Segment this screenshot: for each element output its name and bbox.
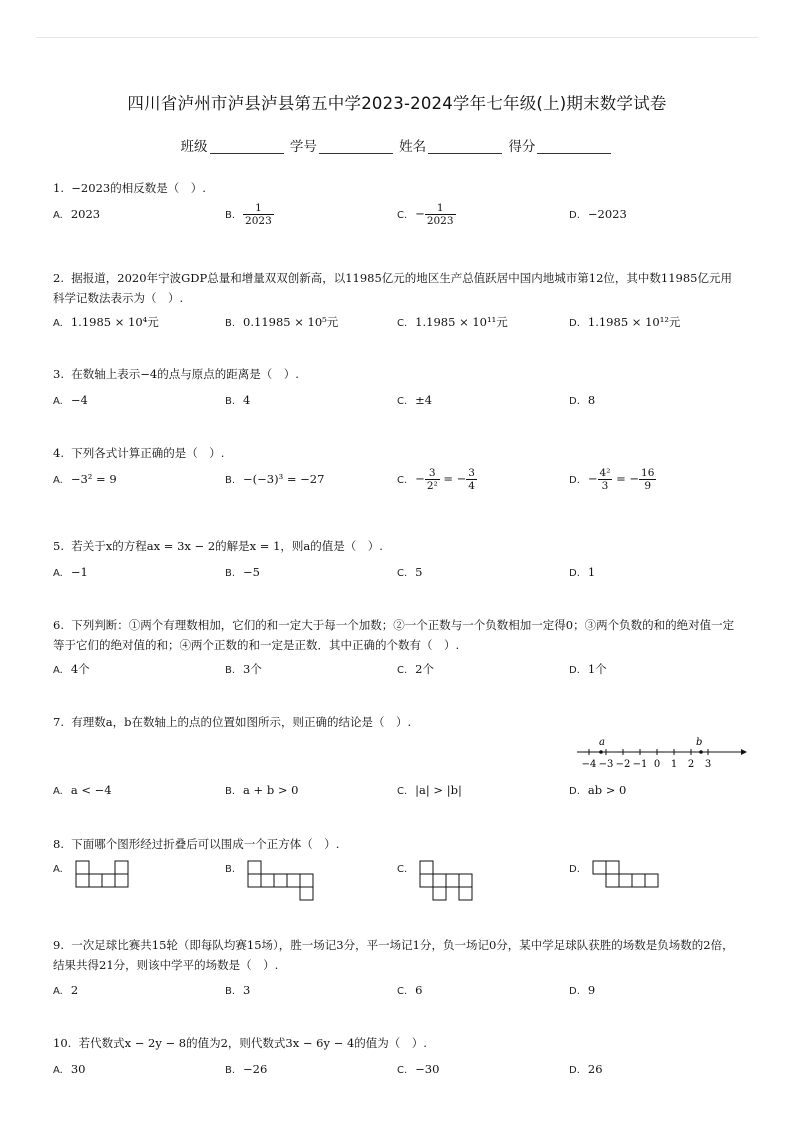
axis-arrow-icon [741,749,747,755]
option-b[interactable] [225,312,338,334]
question-5 [53,536,743,579]
option-label: B. [225,665,236,676]
axis-tick-label: −3 [598,759,614,770]
option-c[interactable] [397,980,423,1002]
option-label: C. [397,986,408,997]
option-label: D. [569,210,580,221]
option-a[interactable] [53,980,78,1002]
question-text: 一次足球比赛共15轮（即每队均赛15场），胜一场记3分，平一场记1分，负一场记0分，某中学足球队获胜的场数是负场数的2倍，结果共得21分，则该中学平的场数是（ ）. [53,938,734,972]
option-value: −5 [243,565,260,579]
question-number: 10. [53,1036,72,1050]
option-value: 4个 [70,662,90,676]
option-a[interactable] [53,312,159,334]
score-label: 得分 [508,139,536,155]
question-9-stem [53,935,743,975]
question-number: 6. [53,618,64,632]
class-label: 班级 [180,139,208,155]
cube-net-a [75,860,135,890]
question-5-stem [53,536,743,556]
axis-tick-label: 2 [687,759,695,770]
question-9 [53,935,743,997]
option-value: 3 [243,983,251,997]
fraction [425,202,456,227]
option-b[interactable] [225,980,250,1002]
option-a[interactable] [53,469,117,491]
question-1-stem [53,178,743,198]
option-label: B. [225,568,236,579]
option-value: 1.1985 × 10¹¹元 [415,315,508,329]
question-6 [53,615,743,676]
option-label: A. [53,568,63,579]
name-label: 姓名 [399,139,427,155]
fraction [639,467,656,492]
option-value: 4 [243,393,251,407]
option-b[interactable] [225,562,260,584]
option-label: D. [569,568,580,579]
option-label: C. [397,864,408,875]
question-2 [53,268,743,329]
question-number: 9. [53,938,64,952]
option-label: D. [569,864,580,875]
fraction [243,202,274,227]
option-d[interactable] [569,659,607,681]
cube-net-d [592,860,662,890]
axis-tick-label: −4 [581,759,597,770]
cube-net-b [247,860,317,902]
denominator: 9 [644,480,652,492]
question-4-stem [53,443,743,463]
option-label: A. [53,986,63,997]
option-c[interactable] [397,860,479,902]
option-label: A. [53,210,63,221]
denominator: 4 [468,480,475,492]
question-7-options [53,780,753,820]
option-c[interactable] [397,312,508,334]
option-value: ±4 [415,393,433,407]
question-1 [53,178,743,227]
question-text: −2023的相反数是（ ）. [71,181,206,195]
option-c[interactable] [397,659,434,681]
option-value: 1 [587,565,596,579]
number-line-figure [575,734,747,778]
option-a[interactable] [53,204,100,226]
option-label: D. [569,474,580,486]
option-label: B. [225,864,236,875]
question-text: 据报道，2020年宁波GDP总量和增量双双创新高，以11985亿元的地区生产总值跃居中国内地城市第12位，其中数11985亿元用科学记数法表示为（ ）. [53,271,733,305]
option-label: D. [569,986,580,997]
option-label: D. [569,1065,580,1076]
option-label: D. [569,318,580,329]
denominator: 2023 [426,215,454,227]
fraction [598,467,613,492]
option-value: −(−3)³ = −27 [243,472,325,486]
question-number: 1. [53,181,64,195]
question-10 [53,1033,743,1076]
option-value: −3² = 9 [70,472,117,486]
denominator: 2² [426,480,438,492]
axis-tick-label: 0 [653,759,661,770]
option-label: A. [53,786,63,797]
option-b[interactable] [225,780,298,802]
option-label: B. [225,1065,236,1076]
option-d[interactable] [569,860,662,890]
question-number: 8. [53,837,64,851]
option-value: 30 [70,1062,86,1076]
score-blank[interactable] [537,139,611,154]
question-1-options [53,204,753,244]
question-8 [53,834,743,875]
option-b[interactable] [225,1059,267,1081]
axis-tick-label: 1 [670,759,678,770]
option-value: a < −4 [70,783,112,797]
question-6-options [53,659,753,699]
option-value: a + b > 0 [243,783,299,797]
sign: − [415,206,425,221]
option-a[interactable] [53,659,90,681]
cube-net-c [419,860,479,902]
question-text: 若关于x的方程ax = 3x − 2的解是x = 1，则a的值是（ ）. [71,539,383,553]
option-label: D. [569,396,580,407]
option-a[interactable] [53,390,88,412]
numerator: 1 [243,202,274,215]
option-label: C. [397,665,408,676]
question-6-stem [53,615,743,655]
option-d[interactable] [569,980,595,1002]
option-c[interactable] [397,202,456,227]
question-7-stem [53,712,743,732]
axis-tick-label: −2 [615,759,631,770]
question-number: 4. [53,446,64,460]
option-label: D. [569,665,580,676]
option-value: 2个 [415,662,434,676]
option-d[interactable] [569,562,595,584]
option-d[interactable] [569,1059,603,1081]
option-label: A. [53,396,63,407]
option-c[interactable] [397,390,432,412]
option-label: C. [397,786,408,797]
question-10-stem [53,1033,743,1053]
option-label: C. [397,1065,408,1076]
question-text: 若代数式x − 2y − 8的值为2，则代数式3x − 6y − 4的值为（ ）. [78,1036,427,1050]
option-value: 6 [415,983,423,997]
option-label: C. [397,318,408,329]
denominator: 3 [601,480,609,492]
option-value: |a| > |b| [415,783,462,797]
question-text: 在数轴上表示−4的点与原点的距离是（ ）. [71,367,299,381]
option-label: A. [53,318,63,329]
option-b[interactable] [225,860,317,902]
option-label: A. [53,475,63,486]
question-text: 下列各式计算正确的是（ ）. [71,446,225,460]
question-10-options [53,1059,753,1099]
question-2-stem [53,268,743,308]
option-value: 2 [70,983,79,997]
number-line-svg [575,734,747,774]
fraction [466,467,477,492]
question-number: 5. [53,539,64,553]
class-blank[interactable] [210,139,284,154]
option-b[interactable] [225,202,274,227]
option-label: B. [225,786,236,797]
id-label: 学号 [289,139,317,155]
option-d[interactable] [569,390,595,412]
numerator: 3 [425,467,440,480]
question-number: 7. [53,715,64,729]
option-value: −30 [415,1062,440,1076]
question-4-options [53,469,753,509]
question-3-stem [53,364,743,384]
option-value: 0.11985 × 10⁵元 [243,315,339,329]
option-label: C. [397,568,408,579]
option-value: 2023 [70,207,101,221]
numerator: 4² [599,467,611,479]
question-8-options [53,860,753,906]
option-value: ab > 0 [587,783,627,797]
option-a[interactable] [53,562,88,584]
option-value: 1个 [587,662,607,676]
option-a[interactable] [53,1059,85,1081]
option-label: C. [397,474,408,486]
option-value: 26 [587,1062,603,1076]
question-5-options [53,562,753,602]
option-b[interactable] [225,659,262,681]
fraction [425,467,440,492]
name-blank[interactable] [428,139,502,154]
student-info-line [0,135,794,155]
option-c[interactable] [397,562,423,584]
option-label: C. [397,396,408,407]
option-d[interactable] [569,780,626,802]
question-3-options [53,390,753,430]
option-a[interactable] [53,860,135,890]
question-text: 下面哪个图形经过折叠后可以围成一个正方体（ ）. [71,837,340,851]
header-rule [36,37,758,38]
option-label: B. [225,986,236,997]
question-9-options [53,980,753,1020]
option-value: 5 [415,565,423,579]
option-value: 8 [587,393,596,407]
option-label: A. [53,665,63,676]
page-title: 四川省泸州市泸县泸县第五中学2023-2024学年七年级(上)期末数学试卷 [127,94,667,113]
point-a-dot [599,750,603,754]
point-b-label: b [696,737,703,748]
question-3 [53,364,743,407]
numerator: 16 [641,467,655,479]
point-b-dot [699,750,703,754]
question-text: 下列判断：①两个有理数相加，它们的和一定大于每一个加数；②一个正数与一个负数相加一定得0；③两个负数的和的绝对值一定等于它们的绝对值的和；④两个正数的和一定是正数．其中正确的个数有（ ）. [53,618,735,652]
option-label: B. [225,475,236,486]
numerator: 3 [468,467,475,479]
denominator: 2023 [245,215,272,227]
option-a[interactable] [53,780,112,802]
option-label: A. [53,864,63,875]
option-label: B. [225,396,236,407]
option-d[interactable]: D. − $\frac{\text{4²}}{3}$ = − $\frac{16}{9}$ [569,467,655,492]
option-c[interactable] [397,780,462,802]
axis-tick-label: −1 [632,759,648,770]
option-label: C. [397,209,408,221]
question-text: 有理数a，b在数轴上的点的位置如图所示，则正确的结论是（ ）. [71,715,412,729]
option-value: 1.1985 × 10⁴元 [70,315,159,329]
question-4 [53,443,743,492]
numerator: 1 [425,202,456,215]
axis-tick-label: 3 [704,759,712,770]
option-value: 3个 [243,662,262,676]
option-value: −2023 [587,207,627,221]
option-label: B. [225,209,236,221]
question-7 [53,712,743,797]
question-number: 2. [53,271,64,285]
option-value: 9 [587,983,596,997]
option-c[interactable]: C. − $\frac{3}{\text{2²}}$ = − $\frac{3}{4}$ [397,467,475,492]
option-b[interactable] [225,469,324,491]
option-b[interactable] [225,390,250,412]
option-d[interactable] [569,312,680,334]
option-label: A. [53,1065,63,1076]
option-value: −26 [243,1062,268,1076]
question-number: 3. [53,367,64,381]
option-label: D. [569,786,580,797]
id-blank[interactable] [319,139,393,154]
option-d[interactable] [569,204,627,226]
option-value: −1 [70,565,88,579]
point-a-label: a [599,737,605,748]
option-value: −4 [70,393,88,407]
option-label: B. [225,318,236,329]
question-2-options [53,312,753,352]
option-c[interactable] [397,1059,439,1081]
question-8-stem [53,834,743,854]
option-value: 1.1985 × 10¹²元 [587,315,681,329]
